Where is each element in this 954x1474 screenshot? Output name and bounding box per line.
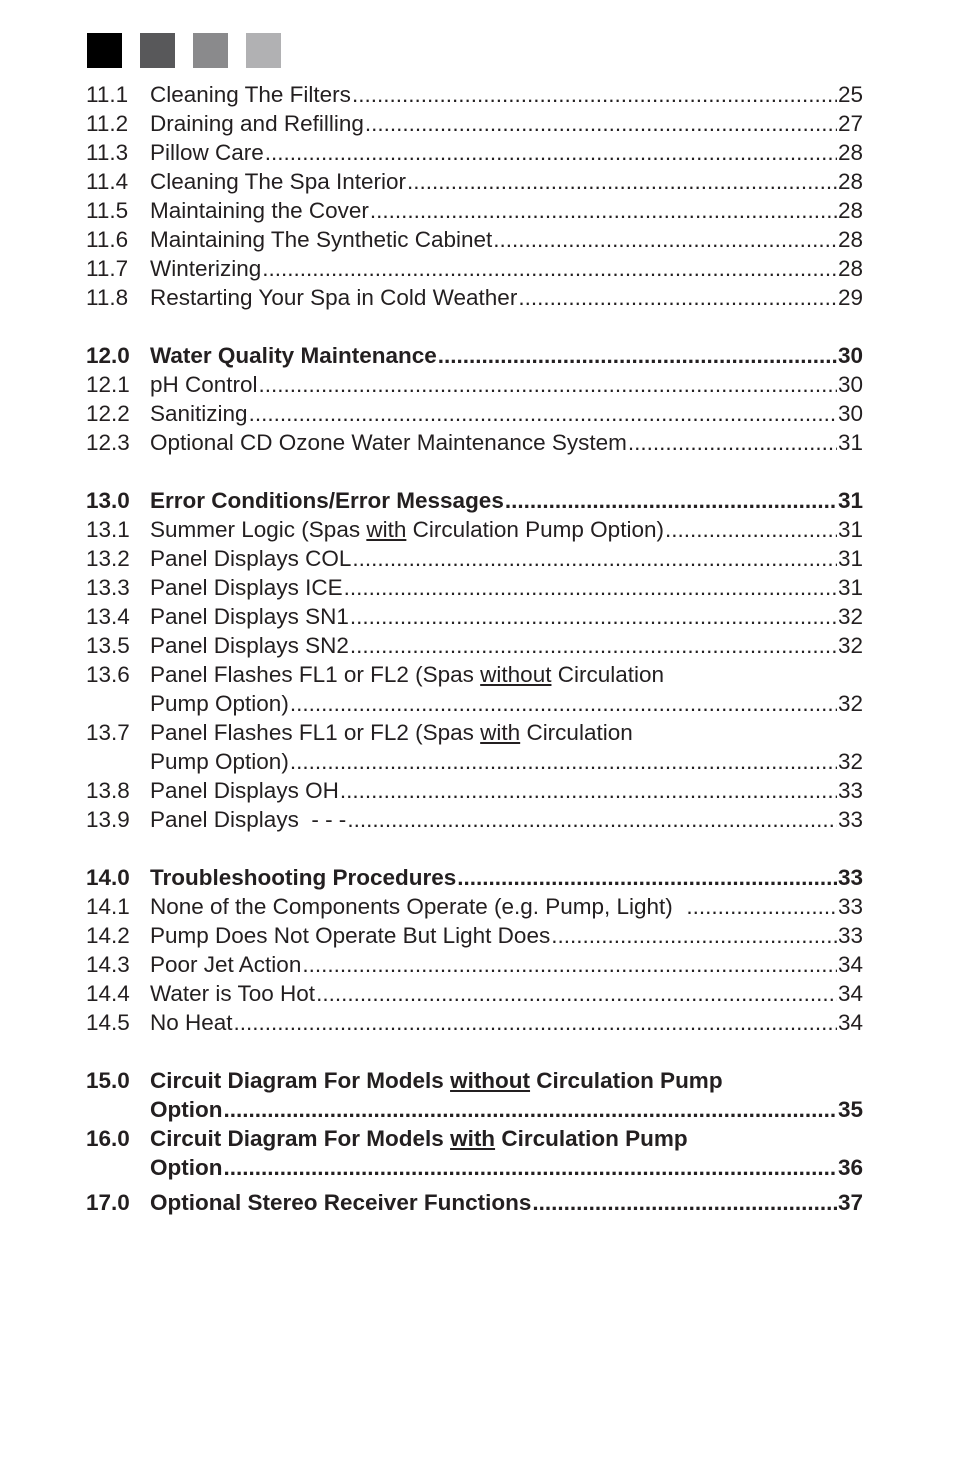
dot-leader (518, 283, 837, 312)
dot-leader (551, 921, 837, 950)
section-title: Panel Displays COL (150, 546, 352, 571)
toc-entry-14-4[interactable] (86, 979, 863, 1008)
section-title: Maintaining The Synthetic Cabinet (150, 227, 493, 252)
section-number: 11.4 (86, 169, 129, 194)
section-title: Panel Displays ICE (150, 575, 343, 600)
section-number: 14.1 (86, 894, 130, 919)
section-number: 14.0 (86, 865, 130, 890)
dot-leader (407, 167, 837, 196)
dot-leader (352, 544, 837, 573)
section-number: 11.2 (86, 111, 129, 136)
section-title: Winterizing (150, 256, 262, 281)
section-title: Panel Displays OH (150, 778, 339, 803)
dot-leader (249, 399, 837, 428)
page-number: 31 (837, 488, 863, 513)
section-title: Pillow Care (150, 140, 264, 165)
section-title: Optional CD Ozone Water Maintenance System (150, 430, 627, 455)
toc-entry-11-1[interactable] (86, 80, 863, 109)
table-of-contents (86, 80, 863, 1217)
toc-entry-11-6[interactable] (86, 225, 863, 254)
dot-leader (438, 341, 837, 370)
toc-entry-13-2[interactable] (86, 544, 863, 573)
section-number: 11.6 (86, 227, 129, 252)
page-number: 32 (837, 604, 863, 629)
section-title-continued: Option (150, 1155, 223, 1180)
page-number: 32 (837, 749, 863, 774)
page-number: 27 (837, 111, 863, 136)
toc-entry-11-2[interactable] (86, 109, 863, 138)
page-number: 30 (837, 372, 863, 397)
page-number: 32 (837, 691, 863, 716)
toc-entry-12-2[interactable] (86, 399, 863, 428)
dot-leader (370, 196, 837, 225)
dot-leader (347, 805, 837, 834)
section-title: Water Quality Maintenance (150, 343, 437, 368)
section-title: Water is Too Hot (150, 981, 316, 1006)
toc-entry-14-2[interactable] (86, 921, 863, 950)
page-number: 32 (837, 633, 863, 658)
toc-entry-14-3[interactable] (86, 950, 863, 979)
page-number: 33 (837, 923, 863, 948)
section-number: 12.1 (86, 372, 130, 397)
dot-leader (665, 515, 837, 544)
section-number: 11.5 (86, 198, 129, 223)
dot-leader (628, 428, 837, 457)
toc-entry-16-0-continued[interactable] (86, 1153, 863, 1182)
toc-entry-13-8[interactable] (86, 776, 863, 805)
page-number: 31 (837, 546, 863, 571)
section-title: Panel Flashes FL1 or FL2 (Spas with Circulation (150, 720, 633, 745)
section-title: Sanitizing (150, 401, 248, 426)
swatch-light-gray (246, 33, 281, 68)
toc-entry-13-3[interactable] (86, 573, 863, 602)
section-number: 13.1 (86, 517, 130, 542)
toc-entry-13-0[interactable] (86, 486, 863, 515)
section-number: 14.3 (86, 952, 130, 977)
section-title-continued: Pump Option) (150, 691, 289, 716)
toc-entry-12-3[interactable] (86, 428, 863, 457)
toc-entry-16-0[interactable] (86, 1124, 863, 1153)
page-number: 30 (837, 401, 863, 426)
toc-entry-12-0[interactable] (86, 341, 863, 370)
swatch-black (87, 33, 122, 68)
section-title: Maintaining the Cover (150, 198, 369, 223)
dot-leader (686, 892, 837, 921)
section-number: 11.8 (86, 285, 129, 310)
dot-leader (457, 863, 837, 892)
section-title: Pump Does Not Operate But Light Does (150, 923, 551, 948)
section-number: 13.3 (86, 575, 130, 600)
page-number: 29 (837, 285, 863, 310)
section-number: 13.9 (86, 807, 130, 832)
section-number: 13.6 (86, 662, 130, 687)
section-number: 11.1 (86, 82, 129, 107)
toc-entry-11-3[interactable] (86, 138, 863, 167)
dot-leader (259, 370, 837, 399)
page-number: 33 (837, 807, 863, 832)
page-number: 36 (837, 1155, 863, 1180)
section-title: Panel Displays SN1 (150, 604, 349, 629)
section-number: 12.0 (86, 343, 130, 368)
swatch-dark-gray (140, 33, 175, 68)
page-number: 28 (837, 227, 863, 252)
toc-entry-15-0[interactable] (86, 1066, 863, 1095)
page-number: 37 (837, 1190, 863, 1215)
toc-entry-13-7[interactable] (86, 718, 863, 747)
section-number: 12.3 (86, 430, 130, 455)
dot-leader (290, 689, 837, 718)
toc-entry-17-0[interactable] (86, 1188, 863, 1217)
section-title: Summer Logic (Spas with Circulation Pump Option) (150, 517, 664, 542)
section-title: Cleaning The Filters (150, 82, 351, 107)
dot-leader (223, 1095, 836, 1124)
dot-leader (265, 138, 837, 167)
section-title: Panel Displays SN2 (150, 633, 349, 658)
toc-entry-13-1[interactable] (86, 515, 863, 544)
toc-entry-13-5[interactable] (86, 631, 863, 660)
toc-entry-14-0[interactable] (86, 863, 863, 892)
section-title: None of the Components Operate (e.g. Pump, Light) (150, 894, 686, 919)
section-title: Panel Displays - - - (150, 807, 347, 832)
section-title: Panel Flashes FL1 or FL2 (Spas without Circulation (150, 662, 665, 687)
section-number: 17.0 (86, 1190, 130, 1215)
section-number: 11.7 (86, 256, 129, 281)
dot-leader (316, 979, 837, 1008)
section-number: 14.4 (86, 981, 130, 1006)
toc-entry-11-4[interactable] (86, 167, 863, 196)
section-number: 16.0 (86, 1126, 130, 1151)
dot-leader (234, 1008, 837, 1037)
page-number: 31 (837, 430, 863, 455)
dot-leader (290, 747, 837, 776)
page-number: 34 (837, 952, 863, 977)
toc-entry-15-0-continued[interactable] (86, 1095, 863, 1124)
toc-entry-14-5[interactable] (86, 1008, 863, 1037)
section-number: 11.3 (86, 140, 129, 165)
section-number: 13.8 (86, 778, 130, 803)
dot-leader (223, 1153, 836, 1182)
section-number: 14.2 (86, 923, 130, 948)
page-number: 28 (837, 169, 863, 194)
section-title: Cleaning The Spa Interior (150, 169, 406, 194)
toc-entry-13-6-continued[interactable] (86, 689, 863, 718)
page-number: 31 (837, 517, 863, 542)
section-title: Optional Stereo Receiver Functions (150, 1190, 532, 1215)
section-title: Circuit Diagram For Models with Circulation Pump (150, 1126, 688, 1151)
dot-leader (352, 80, 837, 109)
toc-entry-11-5[interactable] (86, 196, 863, 225)
dot-leader (340, 776, 837, 805)
section-number: 13.7 (86, 720, 130, 745)
section-number: 13.5 (86, 633, 130, 658)
section-title: Troubleshooting Procedures (150, 865, 457, 890)
section-title-continued: Option (150, 1097, 223, 1122)
toc-entry-12-1[interactable] (86, 370, 863, 399)
dot-leader (532, 1188, 837, 1217)
toc-entry-14-1[interactable] (86, 892, 863, 921)
page-number: 33 (837, 778, 863, 803)
section-title: Poor Jet Action (150, 952, 302, 977)
section-number: 13.2 (86, 546, 130, 571)
page-number: 31 (837, 575, 863, 600)
section-title: No Heat (150, 1010, 233, 1035)
page-number: 33 (837, 894, 863, 919)
section-title: Restarting Your Spa in Cold Weather (150, 285, 518, 310)
page-number: 28 (837, 140, 863, 165)
section-number: 15.0 (86, 1068, 130, 1093)
page-number: 25 (837, 82, 863, 107)
section-title: pH Control (150, 372, 258, 397)
dot-leader (302, 950, 837, 979)
toc-entry-13-4[interactable] (86, 602, 863, 631)
section-title: Error Conditions/Error Messages (150, 488, 504, 513)
page-number: 33 (837, 865, 863, 890)
toc-entry-13-9[interactable] (86, 805, 863, 834)
dot-leader (350, 602, 837, 631)
section-title: Draining and Refilling (150, 111, 364, 136)
page-number: 28 (837, 198, 863, 223)
dot-leader (505, 486, 837, 515)
page-number: 34 (837, 981, 863, 1006)
dot-leader (493, 225, 837, 254)
page-number: 34 (837, 1010, 863, 1035)
page-number: 35 (837, 1097, 863, 1122)
section-title: Circuit Diagram For Models without Circulation Pump (150, 1068, 723, 1093)
toc-entry-11-7[interactable] (86, 254, 863, 283)
section-number: 13.0 (86, 488, 130, 513)
section-number: 14.5 (86, 1010, 130, 1035)
section-number: 12.2 (86, 401, 130, 426)
dot-leader (344, 573, 837, 602)
page-number: 28 (837, 256, 863, 281)
section-number: 13.4 (86, 604, 130, 629)
toc-entry-11-8[interactable] (86, 283, 863, 312)
dot-leader (350, 631, 837, 660)
dot-leader (365, 109, 837, 138)
swatch-mid-gray (193, 33, 228, 68)
dot-leader (262, 254, 837, 283)
page-number: 30 (837, 343, 863, 368)
section-title-continued: Pump Option) (150, 749, 289, 774)
toc-entry-13-7-continued[interactable] (86, 747, 863, 776)
toc-entry-13-6[interactable] (86, 660, 863, 689)
